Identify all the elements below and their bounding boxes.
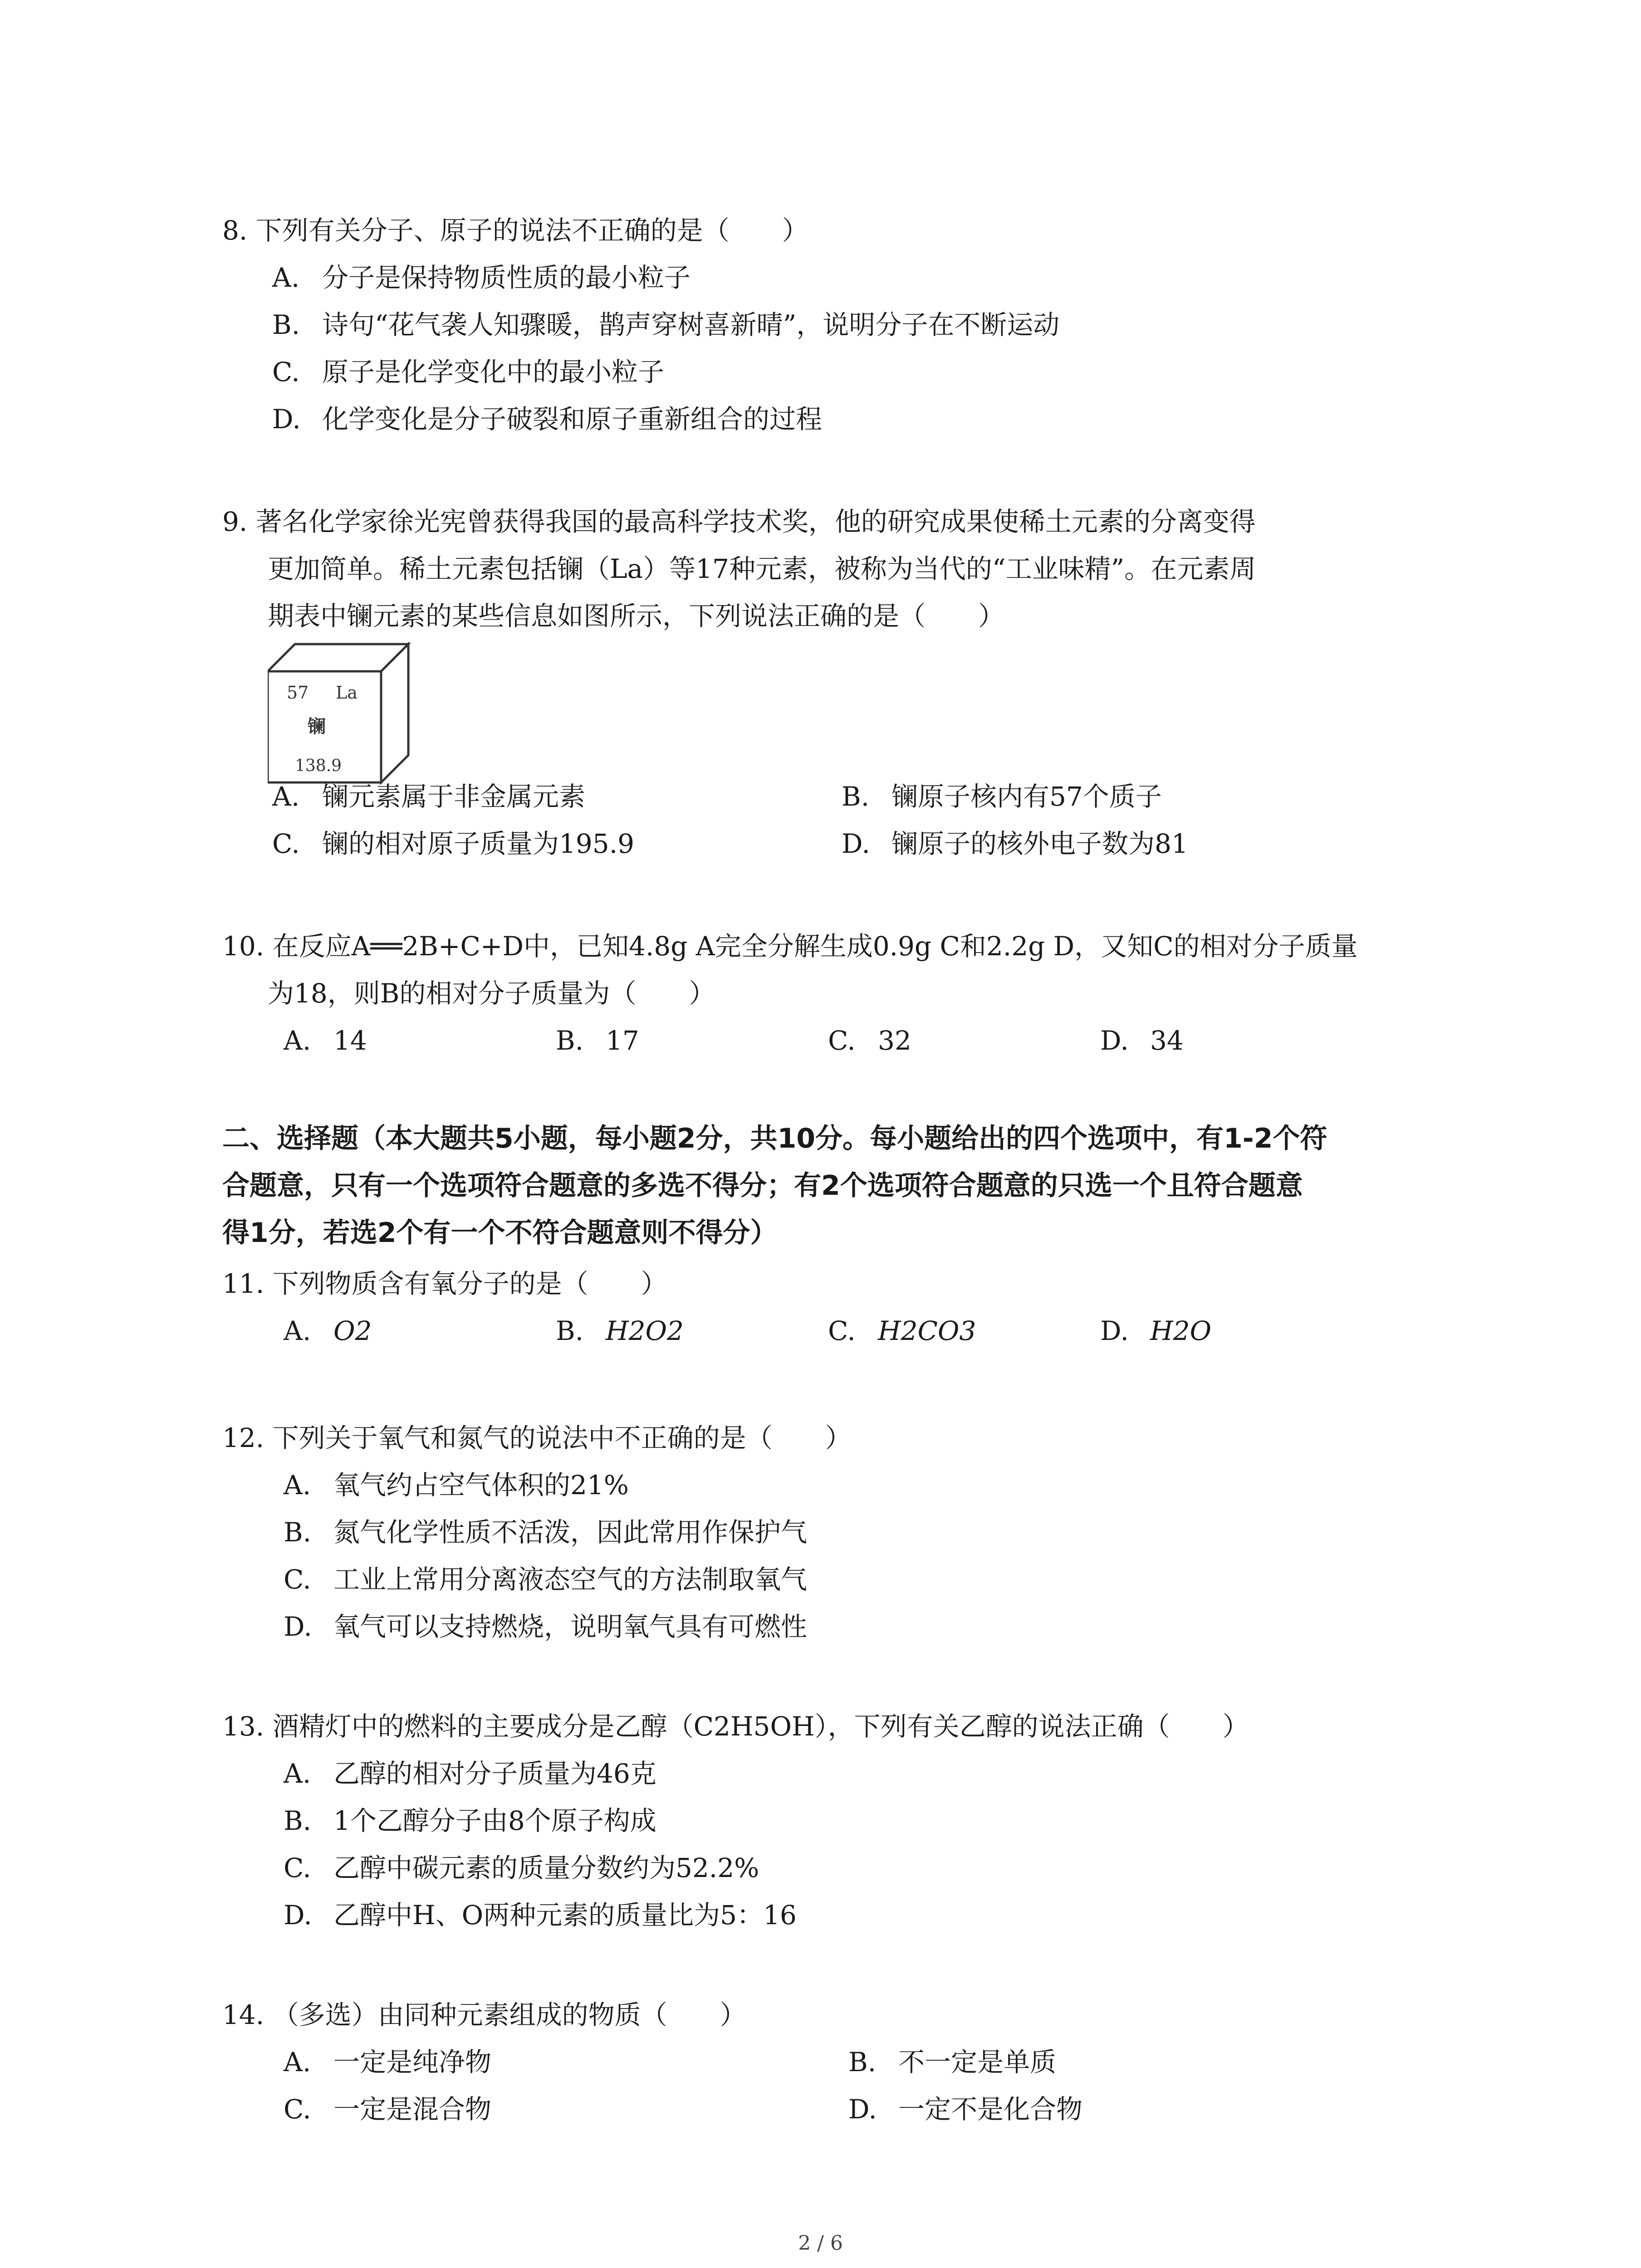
q10-stem-line-2: 为18，则B的相对分子质量为（ ）: [268, 978, 715, 1009]
q8-option-a: A. 分子是保持物质性质的最小粒子: [272, 262, 691, 293]
q10-option-a: A. 14: [284, 1025, 367, 1056]
element-relative-mass: 138.9: [295, 757, 342, 775]
q14-option-c: C. 一定是混合物: [284, 2094, 492, 2125]
q12-option-b: B. 氮气化学性质不活泼，因此常用作保护气: [284, 1517, 808, 1548]
q10-option-c: C. 32: [828, 1025, 911, 1056]
q13-option-d: D. 乙醇中H、O两种元素的质量比为5：16: [284, 1900, 797, 1931]
q11-option-c: C. H2CO3: [828, 1315, 976, 1346]
q12-option-d: D. 氧气可以支持燃烧，说明氧气具有可燃性: [284, 1611, 808, 1642]
q9-option-a: A. 镧元素属于非金属元素: [272, 781, 586, 812]
q8-stem: 8. 下列有关分子、原子的说法不正确的是（ ）: [222, 215, 808, 246]
element-symbol: La: [336, 683, 358, 703]
q10-option-b: B. 17: [556, 1025, 639, 1056]
q9-option-b: B. 镧原子核内有57个质子: [842, 781, 1162, 812]
q12-stem: 12. 下列关于氧气和氮气的说法中不正确的是（ ）: [222, 1422, 852, 1453]
q8-option-d: D. 化学变化是分子破裂和原子重新组合的过程: [272, 404, 823, 435]
section-2-heading-line-1: 二、选择题（本大题共5小题，每小题2分，共10分。每小题给出的四个选项中，有1-2个符: [222, 1123, 1327, 1154]
page-number: 2 / 6: [798, 2232, 843, 2255]
q14-stem: 14. （多选）由同种元素组成的物质（ ）: [222, 1999, 746, 2030]
q11-stem: 11. 下列物质含有氧分子的是（ ）: [222, 1268, 667, 1299]
q9-stem-line-1: 9. 著名化学家徐光宪曾获得我国的最高科学技术奖，他的研究成果使稀土元素的分离变得: [222, 506, 1256, 537]
q14-option-d: D. 一定不是化合物: [848, 2094, 1083, 2125]
q13-stem: 13. 酒精灯中的燃料的主要成分是乙醇（C2H5OH），下列有关乙醇的说法正确（ ）: [222, 1711, 1249, 1742]
q11-option-a: A. O2: [284, 1315, 372, 1346]
q11-option-d: D. H2O: [1100, 1315, 1212, 1346]
element-atomic-number: 57: [287, 683, 309, 703]
q14-option-b: B. 不一定是单质: [848, 2047, 1057, 2077]
q8-option-b: B. 诗句“花气袭人知骤暖，鹊声穿树喜新晴”，说明分子在不断运动: [272, 309, 1060, 340]
q8-option-c: C. 原子是化学变化中的最小粒子: [272, 357, 665, 387]
q13-option-c: C. 乙醇中碳元素的质量分数约为52.2%: [284, 1853, 759, 1883]
section-2-heading-line-2: 合题意，只有一个选项符合题意的多选不得分；有2个选项符合题意的只选一个且符合题意: [222, 1170, 1303, 1202]
q9-option-d: D. 镧原子的核外电子数为81: [842, 828, 1188, 859]
q13-option-a: A. 乙醇的相对分子质量为46克: [284, 1758, 656, 1789]
q12-option-c: C. 工业上常用分离液态空气的方法制取氧气: [284, 1564, 808, 1595]
element-name: 镧: [308, 716, 326, 737]
q10-option-d: D. 34: [1100, 1025, 1184, 1056]
q10-stem-line-1: 10. 在反应A══2B+C+D中，已知4.8g A完全分解生成0.9g C和2.2g D，又知C的相对分子质量: [222, 931, 1358, 962]
q9-stem-line-3: 期表中镧元素的某些信息如图所示，下列说法正确的是（ ）: [268, 601, 1005, 631]
q9-stem-line-2: 更加简单。稀土元素包括镧（La）等17种元素，被称为当代的“工业味精”。在元素周: [268, 553, 1256, 584]
q14-option-a: A. 一定是纯净物: [284, 2047, 492, 2077]
element-cube-figure: [268, 640, 413, 785]
section-2-heading-line-3: 得1分，若选2个有一个不符合题意则不得分）: [222, 1217, 778, 1249]
lanthanum-element-card: [268, 640, 413, 785]
q13-option-b: B. 1个乙醇分子由8个原子构成: [284, 1805, 656, 1836]
q12-option-a: A. 氧气约占空气体积的21%: [284, 1470, 629, 1501]
q11-option-b: B. H2O2: [556, 1315, 684, 1346]
q9-option-c: C. 镧的相对原子质量为195.9: [272, 828, 635, 859]
